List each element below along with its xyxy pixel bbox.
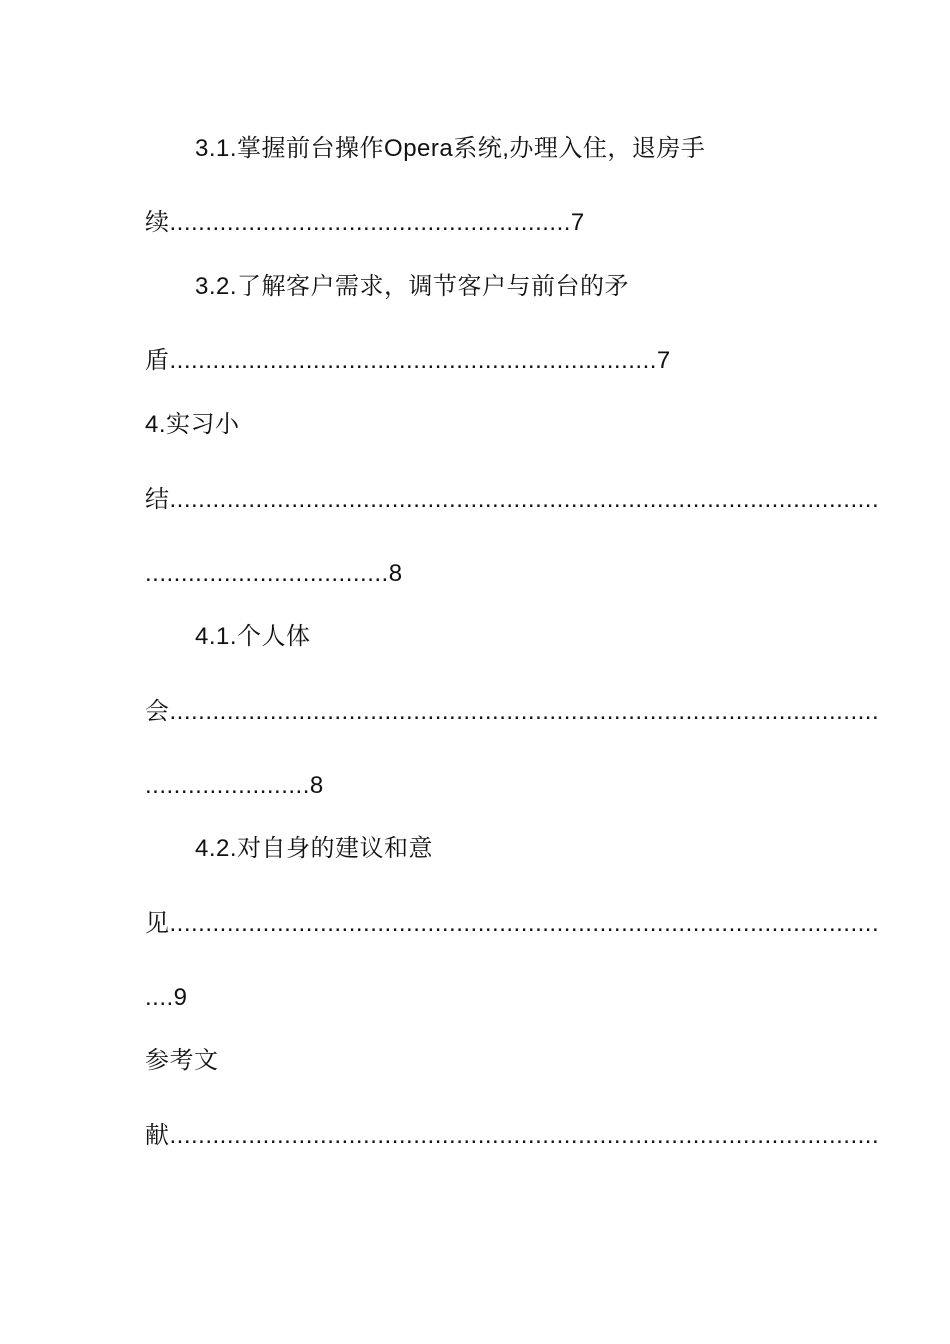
toc-entry-references: 参考文 — [145, 1047, 219, 1074]
toc-entry-4-1-page: .......................8 — [145, 772, 324, 799]
toc-entry-3-2-continuation: 盾....................................................................7 — [145, 347, 671, 374]
toc-entry-references-continuation: 献................................................................................................... — [145, 1122, 880, 1149]
toc-entry-4: 4.实习小 — [145, 411, 240, 438]
toc-entry-4-2: 4.2.对自身的建议和意 — [195, 835, 434, 862]
toc-entry-3-2: 3.2.了解客户需求，调节客户与前台的矛 — [195, 273, 630, 300]
toc-entry-4-1: 4.1.个人体 — [195, 623, 311, 650]
toc-entry-4-2-page: ....9 — [145, 984, 188, 1011]
toc-entry-3-1-continuation: 续........................................................7 — [145, 209, 585, 236]
toc-entry-3-1: 3.1.掌握前台操作Opera系统,办理入住，退房手 — [195, 135, 706, 162]
toc-entry-4-1-continuation: 会................................................................................................... — [145, 698, 880, 725]
toc-entry-4-continuation: 结................................................................................................... — [145, 486, 880, 513]
toc-entry-4-page: ..................................8 — [145, 560, 403, 587]
toc-entry-4-2-continuation: 见................................................................................................... — [145, 910, 880, 937]
